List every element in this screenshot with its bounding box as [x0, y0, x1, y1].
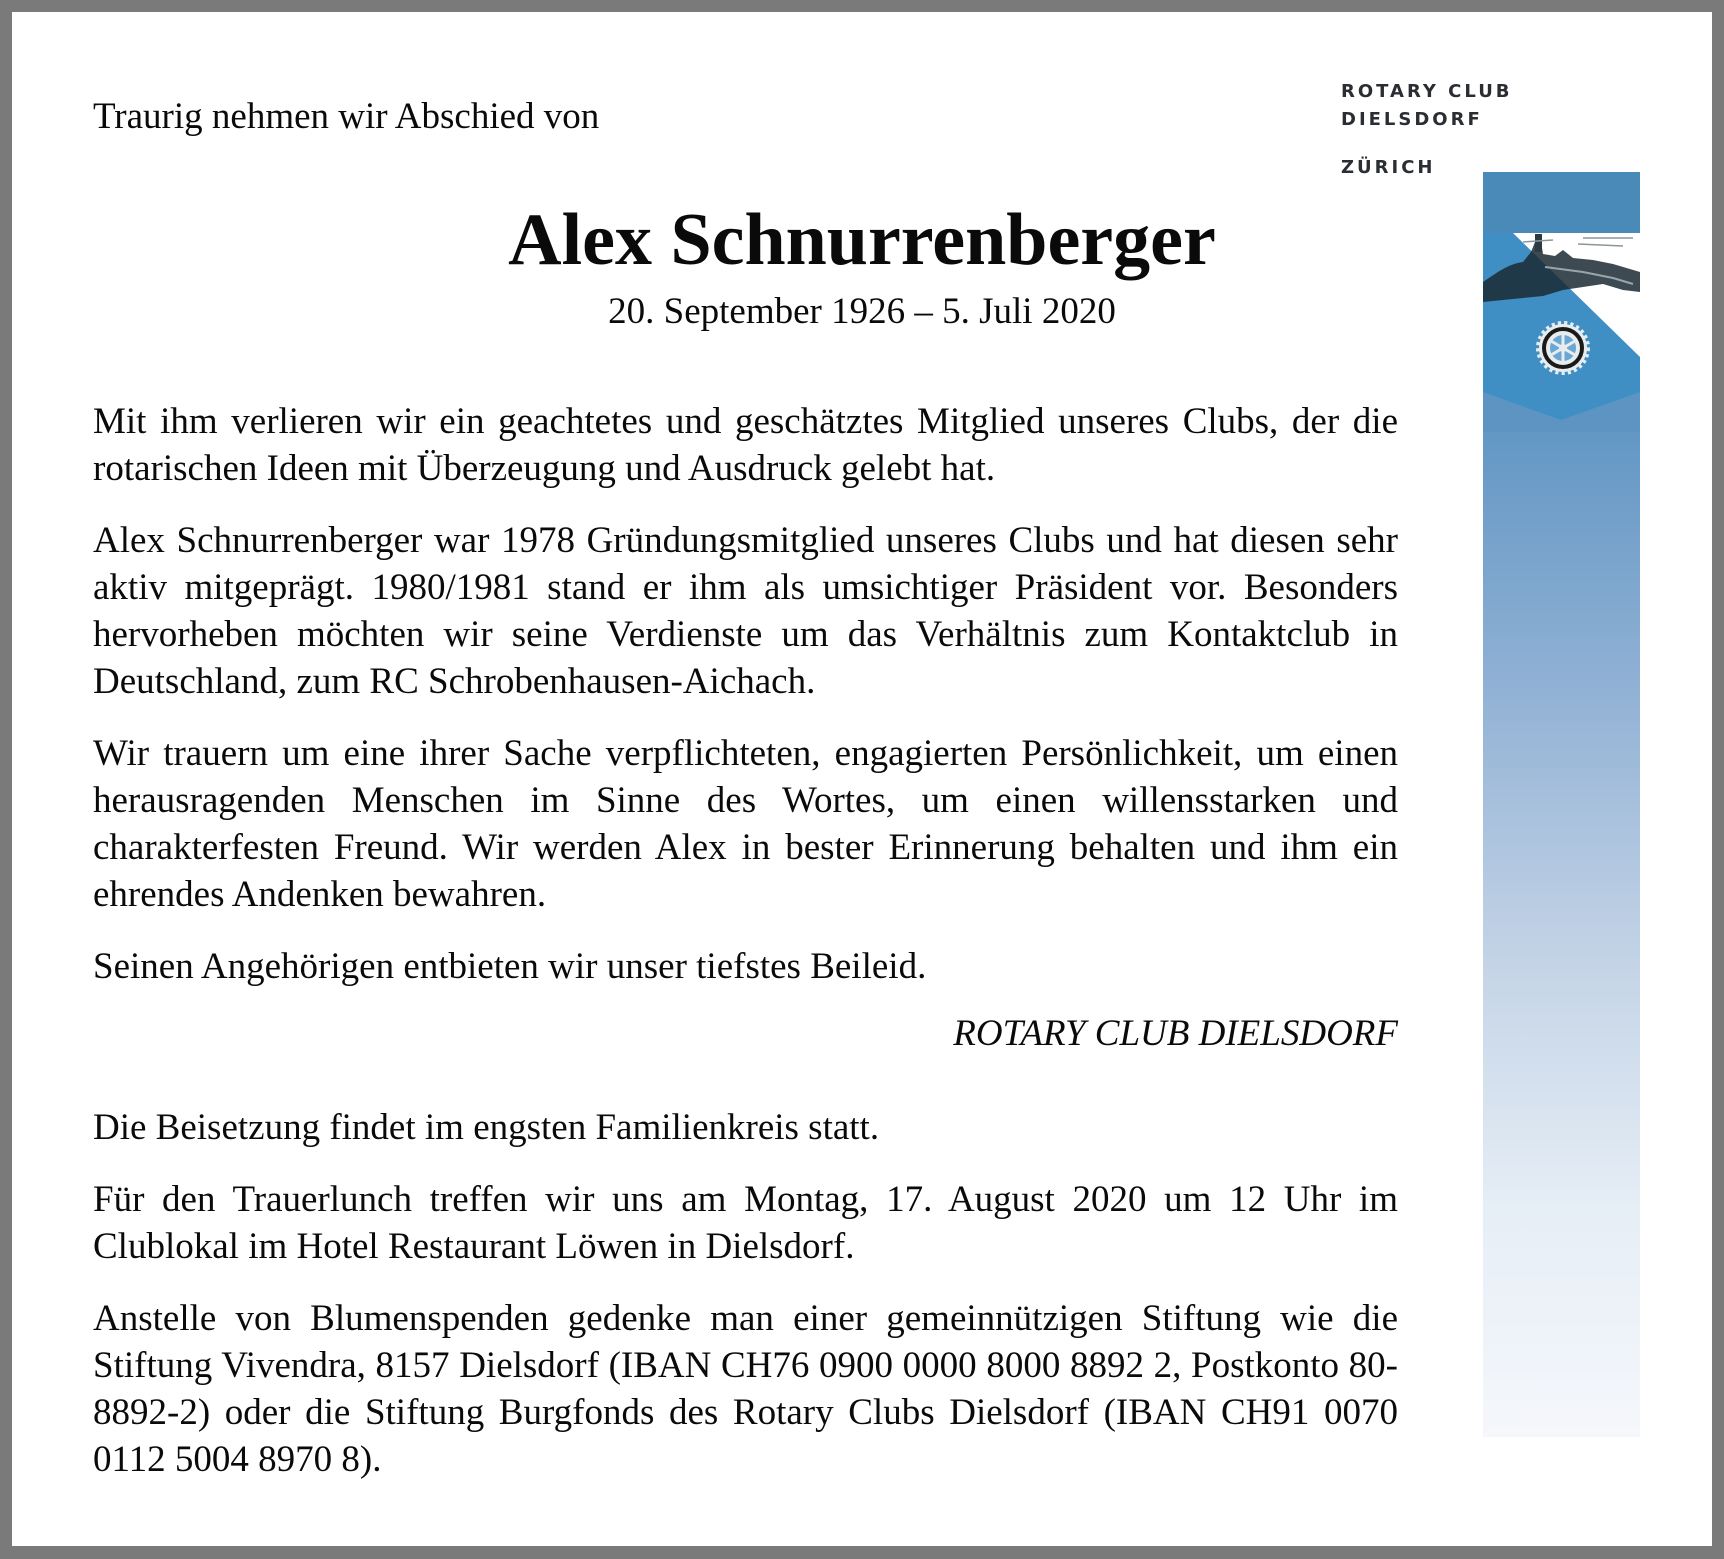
logo-line-1: ROTARY CLUB [1341, 81, 1513, 102]
intro-line: Traurig nehmen wir Abschied von [93, 96, 600, 137]
paragraph: Alex Schnurrenberger war 1978 Gründungsmitglied unseres Clubs und hat diesen sehr aktiv mitgeprägt. 1980/1981 stand er ihm als umsichtiger Präsident vor. Besonders hervorheben möchten wir seine Verdienste um das Verhältnis zum Kontaktclub in Deutschland, zum RC Schrobenhausen-Aichach. [93, 520, 1398, 702]
club-banner [1483, 172, 1640, 1437]
paragraph: Mit ihm verlieren wir ein geachtetes und geschätztes Mitglied unseres Clubs, der die rotarischen Ideen mit Überzeugung und Ausdruck gelebt hat. [93, 401, 1398, 489]
signature: ROTARY CLUB DIELSDORF [953, 1013, 1398, 1054]
deceased-name: Alex Schnurrenberger [508, 199, 1216, 281]
detail-paragraph: Anstelle von Blumenspenden gedenke man einer gemeinnützigen Stiftung wie die Stiftung Vivendra, 8157 Dielsdorf (IBAN CH76 0900 0000 8000 8892 2, Postkonto 80-8892-2) oder die Stiftung Burgfonds des Rotary Clubs Dielsdorf (IBAN CH91 0070 0112 5004 8970 8). [93, 1298, 1398, 1480]
club-logo-text [1341, 78, 1513, 182]
life-dates: 20. September 1926 – 5. Juli 2020 [608, 291, 1116, 332]
logo-line-2: DIELSDORF [1341, 109, 1483, 130]
paragraph: Seinen Angehörigen entbieten wir unser tiefstes Beileid. [93, 946, 927, 987]
detail-paragraph: Die Beisetzung findet im engsten Familienkreis statt. [93, 1107, 880, 1148]
paragraph: Wir trauern um eine ihrer Sache verpflichteten, engagierten Persönlichkeit, um einen herausragenden Menschen im Sinne des Wortes, um einen willensstarken und charakterfesten Freund. Wir werden Alex in bester Erinnerung behalten und ihm ein ehrendes Andenken bewahren. [93, 733, 1398, 915]
logo-city: ZÜRICH [1341, 157, 1436, 178]
detail-paragraph: Für den Trauerlunch treffen wir uns am Montag, 17. August 2020 um 12 Uhr im Clublokal im Hotel Restaurant Löwen in Dielsdorf. [93, 1179, 1398, 1267]
obituary-body [93, 398, 1398, 1508]
obituary-page [12, 12, 1712, 1546]
